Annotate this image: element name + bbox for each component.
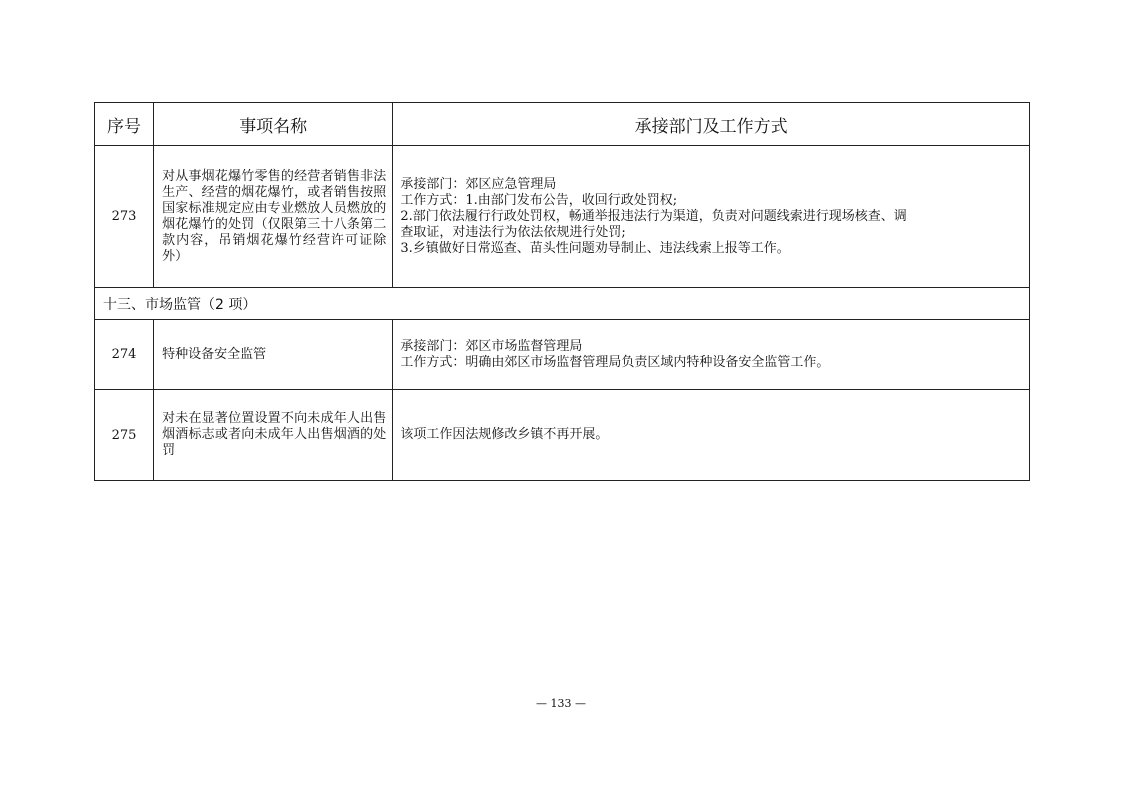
method-line: 查取证，对违法行为依法依规进行处罚; <box>400 224 626 240</box>
item-method <box>393 390 1030 481</box>
table-row <box>95 146 1030 288</box>
method-line: 2.部门依法履行行政处罚权，畅通举报违法行为渠道，负责对问题线索进行现场核查、调 <box>400 208 907 224</box>
page-number: — 133 — <box>536 697 586 710</box>
method-line: 承接部门：郊区市场监督管理局 <box>400 338 583 354</box>
item-name: 特种设备安全监管 <box>154 320 393 390</box>
section-row <box>95 288 1030 320</box>
method-line: 工作方式：明确由郊区市场监督管理局负责区域内特种设备安全监管工作。 <box>400 354 830 370</box>
section-title: 十三、市场监管（2 项） <box>95 288 1030 320</box>
table-header-row <box>95 103 1030 146</box>
item-method <box>393 320 1030 390</box>
method-line: 承接部门：郊区应急管理局 <box>400 176 557 192</box>
row-number: 273 <box>95 146 154 288</box>
item-method <box>393 146 1030 288</box>
method-line: 工作方式：1.由部门发布公告，收回行政处罚权; <box>400 192 678 208</box>
row-number: 274 <box>95 320 154 390</box>
items-table <box>94 102 1030 481</box>
header-no: 序号 <box>95 103 154 146</box>
header-method: 承接部门及工作方式 <box>393 103 1030 146</box>
item-name: 对未在显著位置设置不向未成年人出售烟酒标志或者向未成年人出售烟酒的处罚 <box>154 390 393 481</box>
table-row <box>95 390 1030 481</box>
row-number: 275 <box>95 390 154 481</box>
method-line: 该项工作因法规修改乡镇不再开展。 <box>400 427 609 442</box>
table-row <box>95 320 1030 390</box>
header-name: 事项名称 <box>154 103 393 146</box>
method-line: 3.乡镇做好日常巡查、苗头性问题劝导制止、违法线索上报等工作。 <box>400 240 790 256</box>
item-name: 对从事烟花爆竹零售的经营者销售非法生产、经营的烟花爆竹，或者销售按照国家标准规定应由专业燃放人员燃放的烟花爆竹的处罚（仅限第三十八条第二款内容，吊销烟花爆竹经营许可证除外） <box>154 146 393 288</box>
